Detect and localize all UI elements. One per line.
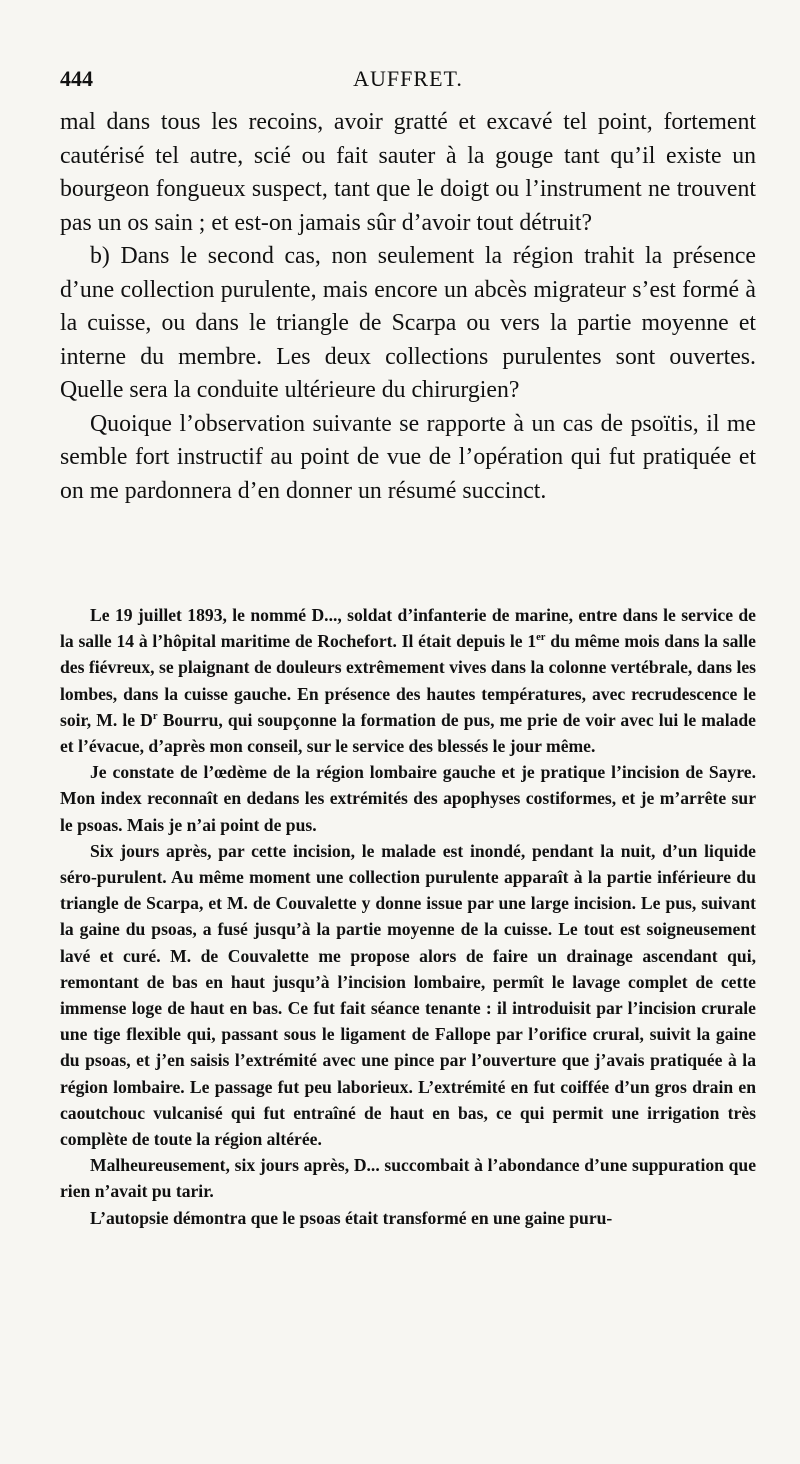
text-run: Bourru, qui soupçonne la formation de pus, me prie de voir avec lui le malade et l’évacue, d’après mon conseil, sur le service des blessés le jour même.	[60, 709, 756, 757]
paragraph: mal dans tous les recoins, avoir gratté et excavé tel point, fortement cautérisé tel autre, scié ou fait sauter à la gouge tant qu’il existe un bourgeon fongueux suspect, tant que le doigt ou l’instrument ne trouvent pas un os sain ; et est-on jamais sûr d’avoir tout détruit?	[60, 109, 756, 236]
superscript: er	[536, 632, 546, 644]
main-text	[60, 106, 756, 508]
observation-paragraph: Malheureusement, six jours après, D... succombait à l’abondance d’une suppuration que rien n’avait pu tarir.	[60, 1155, 756, 1202]
running-head: AUFFRET.	[353, 66, 463, 91]
case-observation	[60, 602, 756, 1231]
observation-paragraph: Je constate de l’œdème de la région lombaire gauche et je pratique l’incision de Sayre. Mon index reconnaît en dedans les extrémités des apophyses costiformes, et je m’arrête sur le psoas. Mais je n’ai point de pus.	[60, 762, 756, 835]
page-header	[60, 66, 756, 96]
text-run: Le 19 juillet 1893, le nommé D..., soldat d’infanterie de marine, entre dans le service de la salle 14 à l’hôpital maritime de Rochefort. Il était depuis le 1	[60, 605, 756, 652]
page-number: 444	[60, 66, 93, 91]
text-run: du même mois dans la salle des fiévreux, se plaignant de douleurs extrêmement vives dans la colonne vertébrale, dans les lombes, dans la cuisse gauche. En présence des hautes températures, avec recrudescence le soir, M. le D	[60, 631, 756, 730]
paragraph: Quoique l’observation suivante se rapporte à un cas de psoïtis, il me semble fort instructif au point de vue de l’opération qui fut pratiquée et on me pardonnera d’en donner un résumé succinct.	[60, 410, 756, 504]
observation-paragraph	[60, 602, 756, 759]
observation-paragraph: Six jours après, par cette incision, le malade est inondé, pendant la nuit, d’un liquide séro-purulent. Au même moment une collection purulente apparaît à la partie inférieure du triangle de Scarpa, et M. de Couvalette y donne issue par une large incision. Le pus, suivant la gaine du psoas, a fusé jusqu’à la partie moyenne de la cuisse. Le tout est soigneusement lavé et curé. M. de Couvalette me propose alors de faire un drainage ascendant qui, remontant de bas en haut jusqu’à l’incision lombaire, permît le lavage complet de cette immense loge de haut en bas. Ce fut fait séance tenante : il introduisit par l’incision crurale une tige flexible qui, passant sous le ligament de Fallope par l’orifice crural, suivit la gaine du psoas, et j’en saisis l’extrémité avec une pince par l’ouverture que j’avais pratiquée à la région lombaire. Le passage fut peu laborieux. L’extrémité en fut coiffée d’un gros drain en caoutchouc vulcanisé qui fut entraîné de haut en bas, ce qui permit une irrigation très complète de toute la région altérée.	[60, 840, 756, 1150]
observation-paragraph: L’autopsie démontra que le psoas était transformé en une gaine puru-	[90, 1207, 613, 1228]
paragraph: b) Dans le second cas, non seulement la région trahit la présence d’une collection purulente, mais encore un abcès migrateur s’est formé à la cuisse, ou dans le triangle de Scarpa ou vers la partie moyenne et interne du membre. Les deux collections purulentes sont ouvertes. Quelle sera la conduite ultérieure du chirurgien?	[60, 243, 756, 403]
superscript: r	[152, 710, 158, 722]
